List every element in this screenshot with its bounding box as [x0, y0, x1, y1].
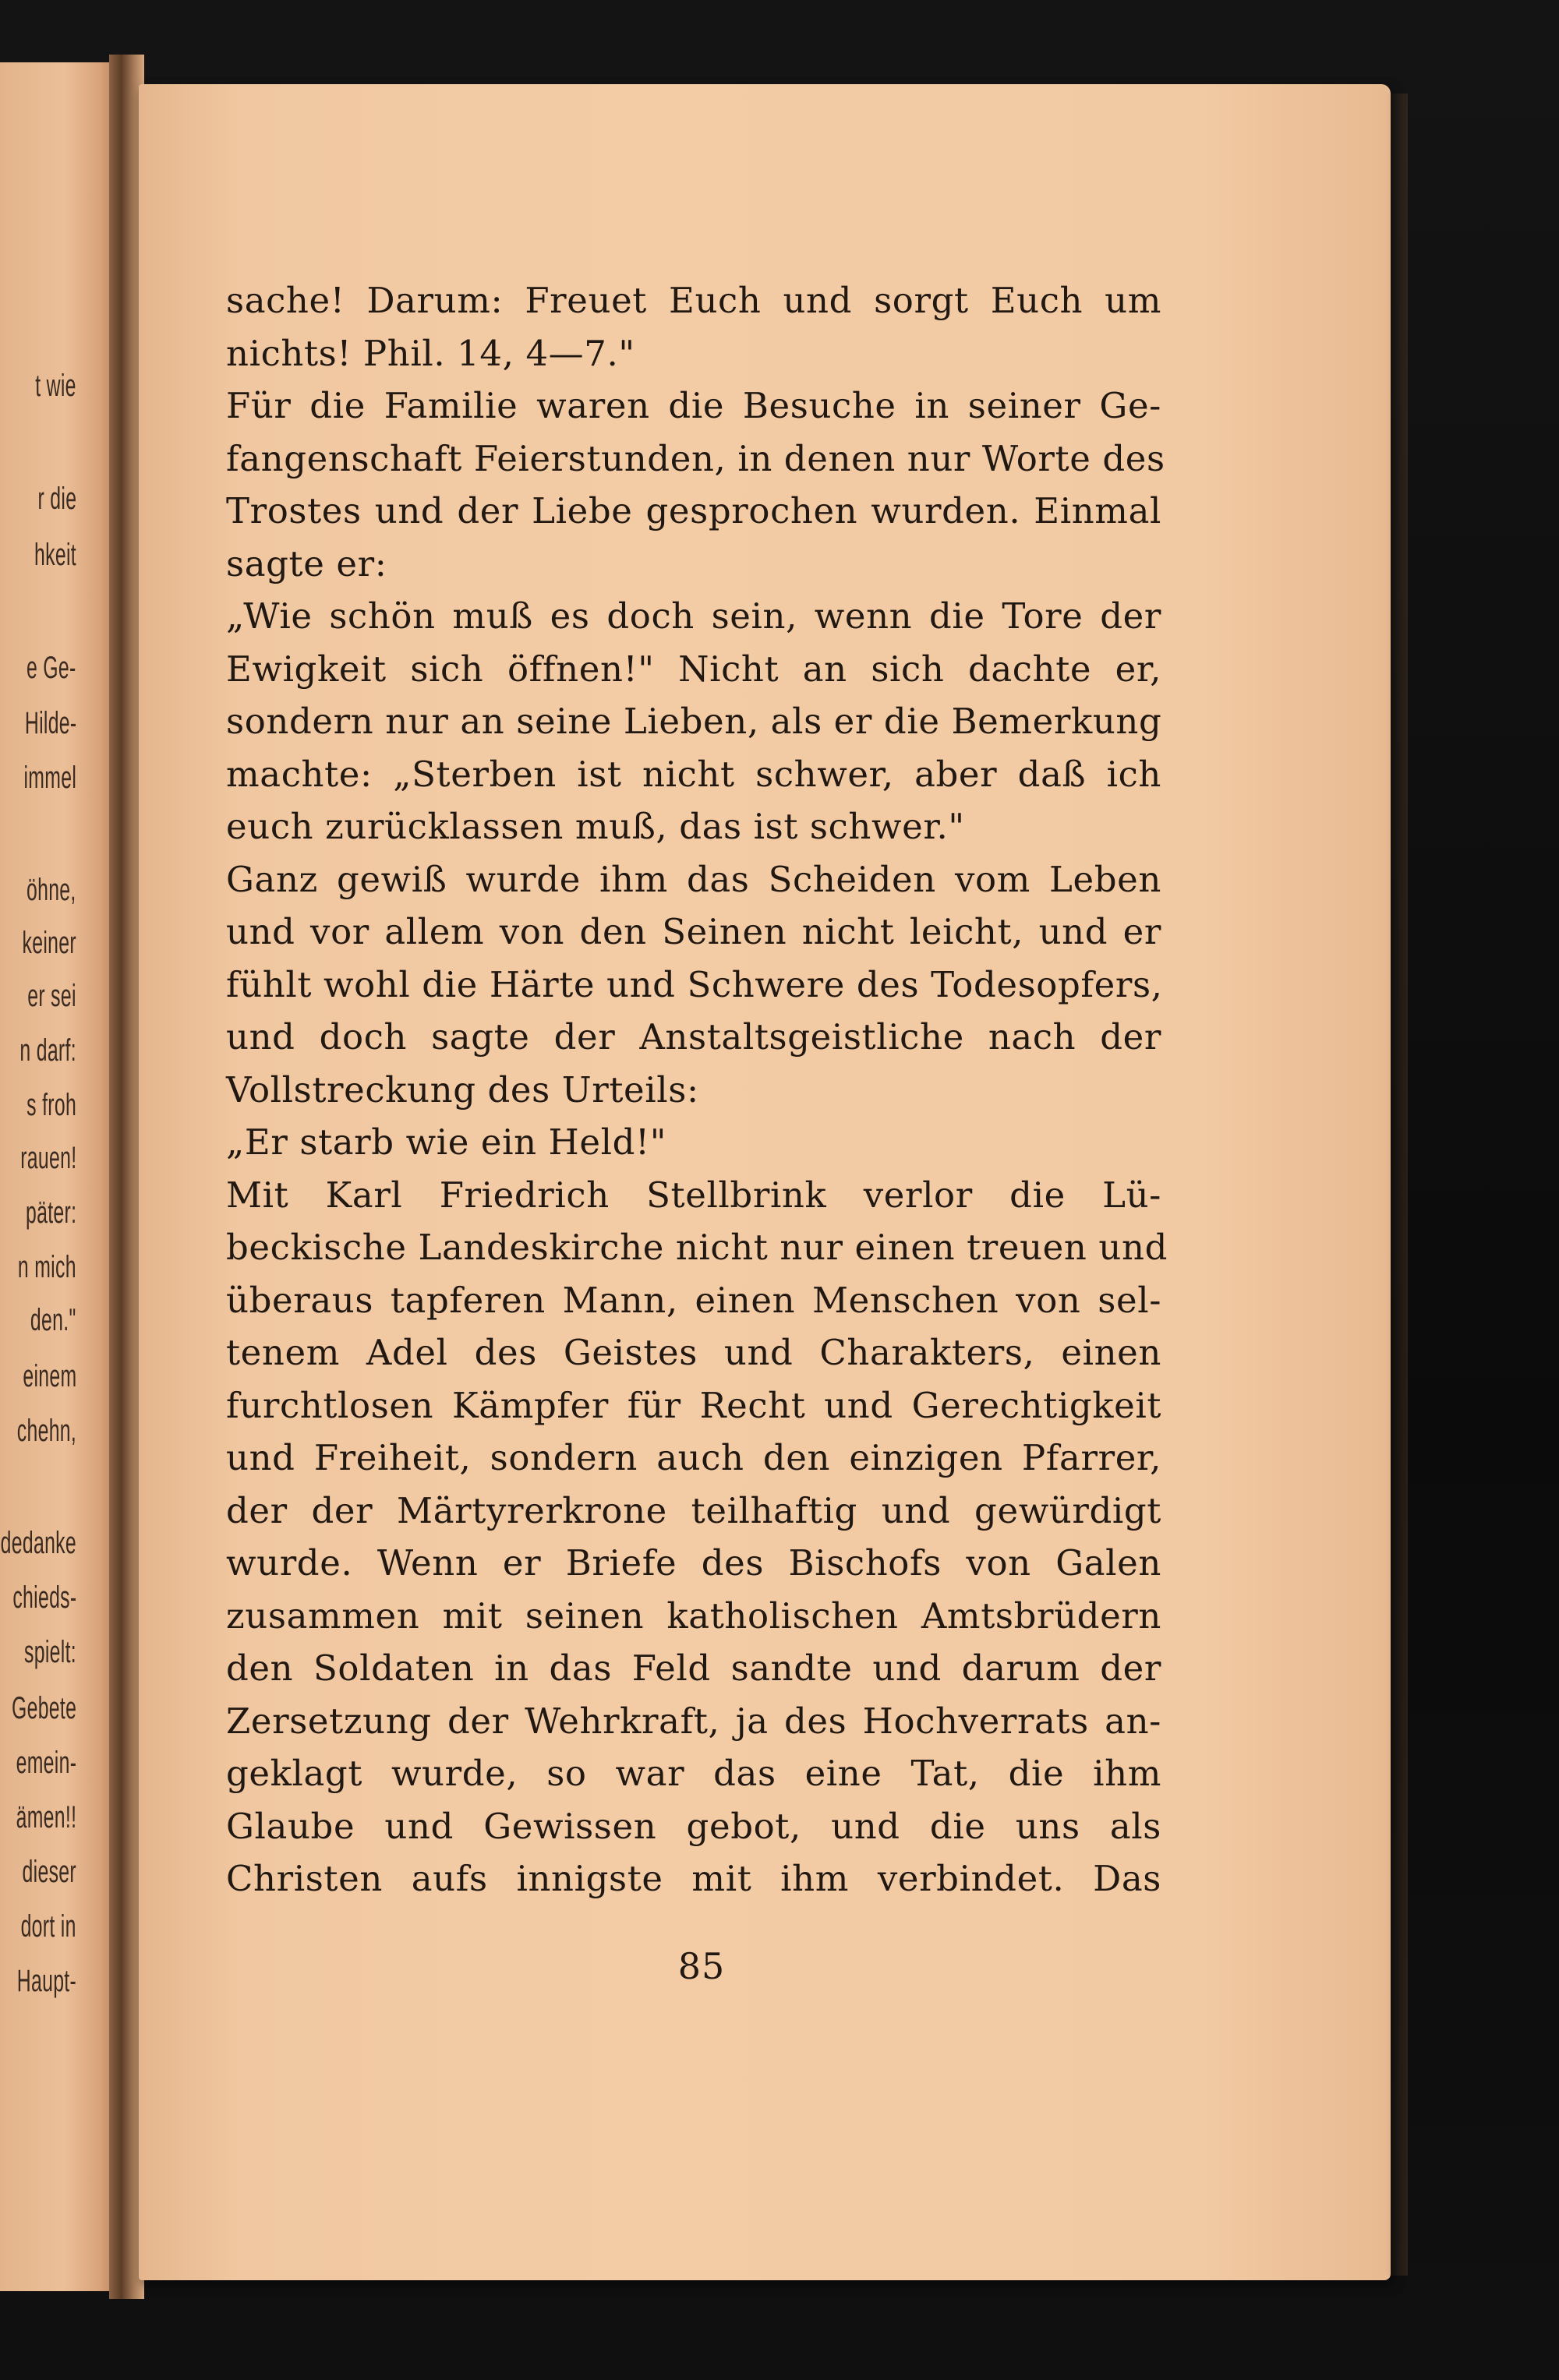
left-page-fragment: n mich [18, 1250, 76, 1284]
left-page-fragment: immel [23, 761, 76, 795]
left-page-fragment: n darf: [19, 1033, 76, 1068]
text-line: Für die Familie waren die Besuche in seiner Ge- [226, 385, 1161, 426]
left-page-fragment: chieds- [12, 1580, 76, 1615]
text-line: Ganz gewiß wurde ihm das Scheiden vom Leben [226, 858, 1161, 900]
left-page-fragment: päter: [25, 1195, 76, 1230]
text-line: sache! Darum: Freuet Euch und sorgt Euch um [226, 280, 1161, 321]
left-page-fragment: Gebete [11, 1691, 76, 1725]
text-line: beckische Landeskirche nicht nur einen treuen und [226, 1227, 1168, 1268]
left-page-fragment: einem [22, 1359, 76, 1393]
left-page-fragment: dieser [22, 1855, 76, 1889]
text-line: furchtlosen Kämpfer für Recht und Gerechtigkeit [226, 1384, 1161, 1426]
left-page-fragment: dort in [20, 1909, 76, 1944]
left-page-fragment: e Ge- [27, 651, 76, 685]
text-line: überaus tapferen Mann, einen Menschen von sel- [226, 1279, 1161, 1321]
text-line: Trostes und der Liebe gesprochen wurden. Einmal [226, 490, 1161, 531]
text-line: wurde. Wenn er Briefe des Bischofs von Galen [226, 1542, 1161, 1584]
text-line: der der Märtyrerkrone teilhaftig und gewürdigt [226, 1489, 1161, 1531]
left-page-fragment: spielt: [24, 1635, 76, 1669]
text-line: sagte er: [226, 542, 387, 584]
text-line: zusammen mit seinen katholischen Amtsbrüdern [226, 1594, 1161, 1637]
left-page-fragment: r die [37, 482, 76, 516]
left-page-fragment: ämen!! [16, 1800, 76, 1834]
text-line: nichts! Phil. 14, 4—7." [226, 332, 635, 374]
text-line: „Wie schön muß es doch sein, wenn die Tore der [226, 595, 1161, 637]
left-page-fragment: t wie [35, 369, 76, 403]
text-line: „Er starb wie ein Held!" [226, 1121, 667, 1163]
text-line: tenem Adel des Geistes und Charakters, einen [226, 1332, 1161, 1373]
text-line: und Freiheit, sondern auch den einzigen Pfarrer, [226, 1437, 1161, 1478]
text-line: und vor allem von den Seinen nicht leicht, und er [226, 911, 1161, 952]
text-line: Christen aufs innigste mit ihm verbindet. Das [226, 1858, 1161, 1899]
left-page-fragment: öhne, [27, 873, 76, 907]
left-page-fragment: Haupt- [16, 1964, 76, 1998]
page-body-text [226, 274, 1168, 1905]
text-line: euch zurücklassen muß, das ist schwer." [226, 806, 965, 847]
page-number: 85 [677, 1945, 726, 1987]
left-page-fragment: hkeit [34, 538, 76, 572]
left-page-fragment: rauen! [19, 1141, 76, 1175]
text-line: Glaube und Gewissen gebot, und die uns als [226, 1805, 1161, 1847]
text-line: den Soldaten in das Feld sandte und darum der [226, 1647, 1161, 1689]
text-line: geklagt wurde, so war das eine Tat, die ihm [226, 1753, 1161, 1794]
left-page-fragment: keiner [22, 926, 76, 960]
text-line: fangenschaft Feierstunden, in denen nur Worte des [226, 437, 1165, 479]
left-page-fragment: den." [30, 1303, 76, 1337]
left-page-fragment: dedanke [0, 1526, 76, 1560]
text-line: Zersetzung der Wehrkraft, ja des Hochverrats an- [226, 1700, 1161, 1742]
text-line: fühlt wohl die Härte und Schwere des Todesopfers, [226, 963, 1163, 1005]
left-page-fragment: Hilde- [24, 706, 76, 740]
text-line: Ewigkeit sich öffnen!" Nicht an sich dachte er, [226, 648, 1161, 690]
text-line: machte: „Sterben ist nicht schwer, aber daß ich [226, 753, 1161, 795]
text-line: Mit Karl Friedrich Stellbrink verlor die Lü- [226, 1174, 1161, 1216]
text-line: Vollstreckung des Urteils: [226, 1068, 699, 1111]
left-page-fragment: er sei [27, 979, 76, 1013]
text-line: und doch sagte der Anstaltsgeistliche nach der [226, 1016, 1161, 1058]
text-line: sondern nur an seine Lieben, als er die Bemerkung [226, 701, 1162, 742]
left-page-fragment: emein- [16, 1746, 76, 1780]
left-page-fragment: chehn, [16, 1414, 76, 1448]
left-page-fragment: s froh [27, 1088, 76, 1122]
